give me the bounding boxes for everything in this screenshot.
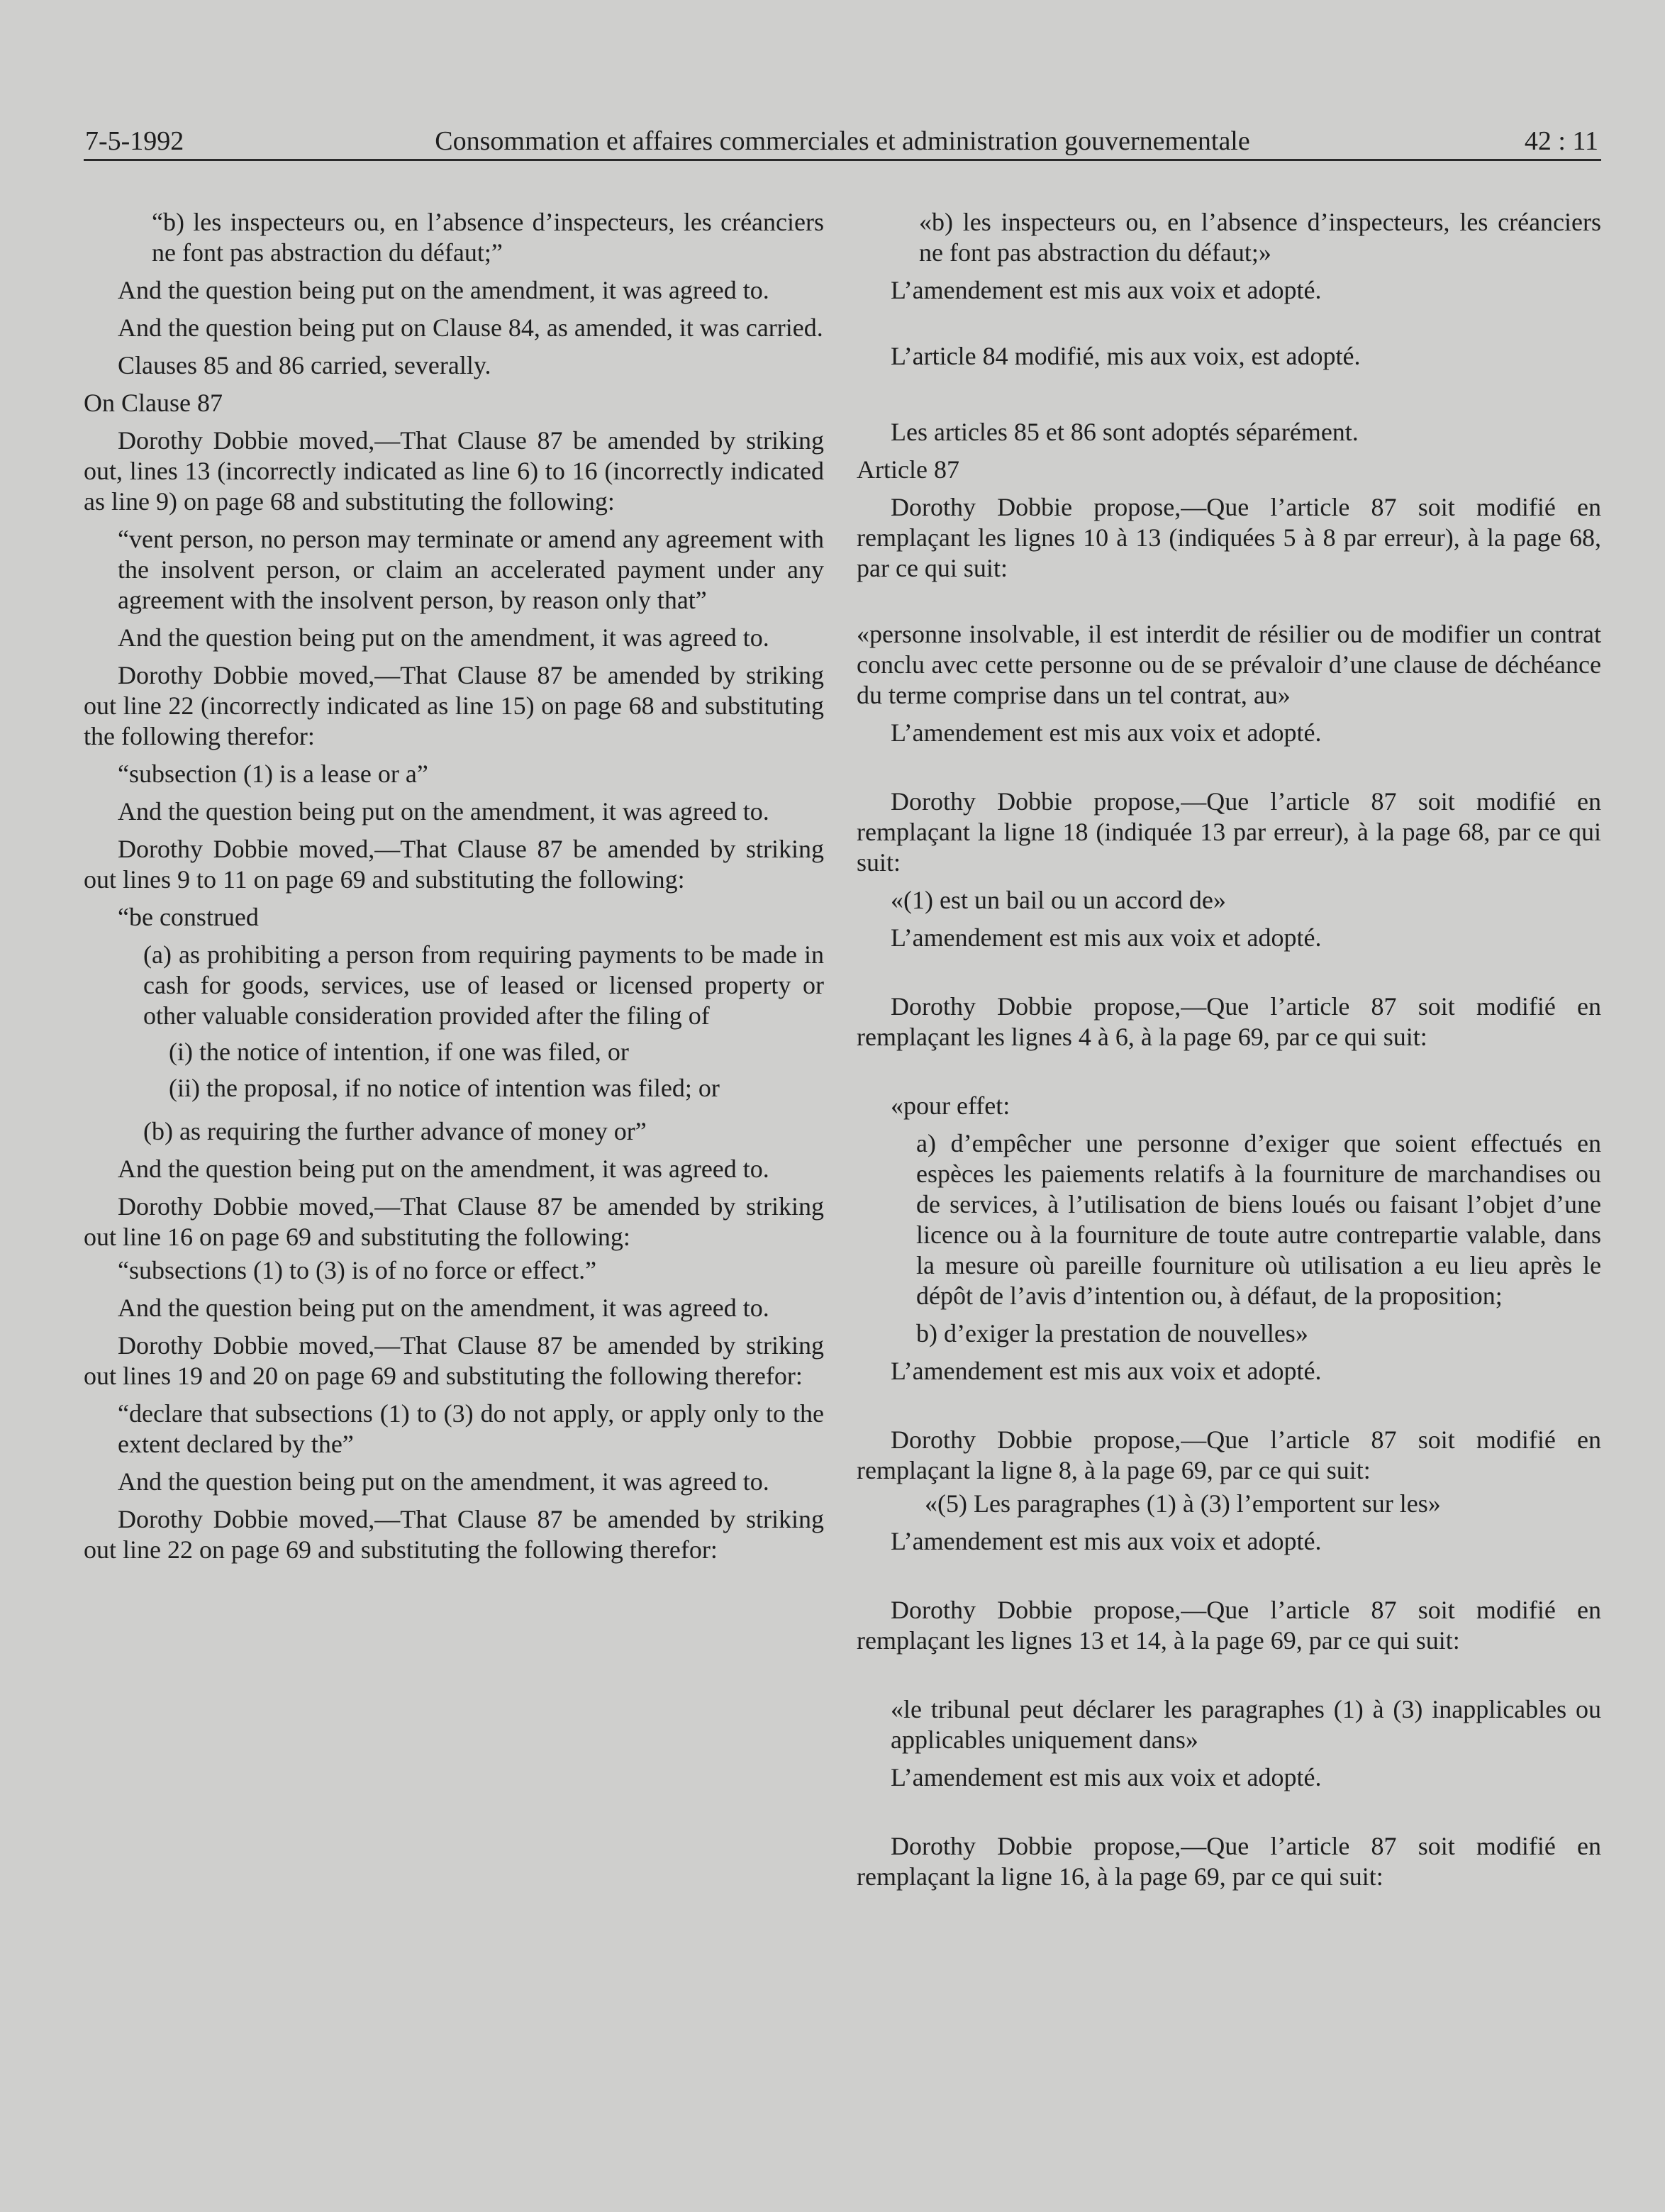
motion: Dorothy Dobbie moved,—That Clause 87 be amended by striking out, lines 13 (incorrectly indicated as line 6) to 16 (incorrectly indicated as line 9) on page 68 and substituting the following: xyxy=(84,426,824,516)
paragraph: And the question being put on the amendment, it was agreed to. xyxy=(118,1155,769,1183)
paragraph: And the question being put on Clause 84, as amended, it was carried. xyxy=(118,313,823,342)
quoted-item: b) d’exiger la prestation de nouvelles» xyxy=(916,1319,1308,1347)
motion: Dorothy Dobbie propose,—Que l’article 87 soit modifié en remplaçant les lignes 13 et 14, à la page 69, par ce qui suit: xyxy=(857,1596,1601,1655)
quoted-text: «(5) Les paragraphes (1) à (3) l’emportent sur les» xyxy=(925,1489,1441,1518)
french-column xyxy=(857,206,1601,1892)
clause-heading: On Clause 87 xyxy=(84,389,223,417)
paragraph: L’amendement est mis aux voix et adopté. xyxy=(891,276,1322,304)
paragraph: L’amendement est mis aux voix et adopté. xyxy=(891,1357,1322,1385)
paragraph: And the question being put on the amendment, it was agreed to. xyxy=(118,1467,769,1496)
paragraph: L’amendement est mis aux voix et adopté. xyxy=(891,1527,1322,1555)
paragraph: Clauses 85 and 86 carried, severally. xyxy=(118,351,491,379)
quoted-text: “declare that subsections (1) to (3) do not apply, or apply only to the extent declared by the” xyxy=(118,1399,824,1458)
quoted-item: (a) as prohibiting a person from requiring payments to be made in cash for goods, services, use of leased or licensed property or other valuable consideration provided after the filing of xyxy=(143,940,824,1030)
header-date: 7-5-1992 xyxy=(85,126,184,156)
running-header xyxy=(84,118,1601,161)
paragraph: L’amendement est mis aux voix et adopté. xyxy=(891,923,1322,952)
quoted-text: «pour effet: xyxy=(891,1091,1010,1120)
paragraph: Les articles 85 et 86 sont adoptés séparément. xyxy=(891,418,1359,446)
paragraph: L’amendement est mis aux voix et adopté. xyxy=(891,1763,1322,1791)
quoted-text: «(1) est un bail ou un accord de» xyxy=(891,886,1226,914)
motion: Dorothy Dobbie propose,—Que l’article 87 soit modifié en remplaçant les lignes 4 à 6, à la page 69, par ce qui suit: xyxy=(857,992,1601,1051)
header-page-number: 42 : 11 xyxy=(1524,126,1598,156)
motion: Dorothy Dobbie propose,—Que l’article 87 soit modifié en remplaçant les lignes 10 à 13 (indiquées 5 à 8 par erreur), à la page 68, par ce qui suit: xyxy=(857,493,1601,582)
motion: Dorothy Dobbie moved,—That Clause 87 be amended by striking out lines 9 to 11 on page 69 and substituting the following: xyxy=(84,835,824,894)
quoted-text: “vent person, no person may terminate or amend any agreement with the insolvent person, or claim an accelerated payment under any agreement with the insolvent person, by reason only that” xyxy=(118,525,824,614)
quoted-text: «b) les inspecteurs ou, en l’absence d’inspecteurs, les créanciers ne font pas abstraction du défaut;» xyxy=(919,208,1601,267)
header-title: Consommation et affaires commerciales et administration gouvernementale xyxy=(435,126,1250,156)
paragraph: And the question being put on the amendment, it was agreed to. xyxy=(118,797,769,826)
quoted-subitem: (ii) the proposal, if no notice of intention was filed; or xyxy=(169,1074,720,1102)
paragraph: And the question being put on the amendment, it was agreed to. xyxy=(118,623,769,652)
motion: Dorothy Dobbie propose,—Que l’article 87 soit modifié en remplaçant la ligne 18 (indiquée 13 par erreur), à la page 68, par ce qui suit: xyxy=(857,787,1601,877)
paragraph: L’article 84 modifié, mis aux voix, est adopté. xyxy=(891,342,1361,370)
quoted-subitem: (i) the notice of intention, if one was filed, or xyxy=(169,1038,629,1066)
quoted-text: “subsection (1) is a lease or a” xyxy=(118,760,428,788)
quoted-item: a) d’empêcher une personne d’exiger que soient effectués en espèces les paiements relatifs à la fourniture de marchandises ou de services, à l’utilisation de biens loués ou faisant l’objet d’une licence ou à la fourniture de toute autre contrepartie valable, dans la mesure où pareille fourniture où utilisation a eu lieu après le dépôt de l’avis d’intention ou, à défaut, de la proposition; xyxy=(916,1129,1601,1310)
quoted-item: (b) as requiring the further advance of money or” xyxy=(143,1117,647,1145)
english-column xyxy=(84,206,824,1565)
motion: Dorothy Dobbie propose,—Que l’article 87 soit modifié en remplaçant la ligne 16, à la page 69, par ce qui suit: xyxy=(857,1832,1601,1891)
paragraph: And the question being put on the amendment, it was agreed to. xyxy=(118,276,769,304)
clause-heading: Article 87 xyxy=(857,455,959,484)
paragraph: L’amendement est mis aux voix et adopté. xyxy=(891,718,1322,747)
motion: Dorothy Dobbie moved,—That Clause 87 be amended by striking out line 16 on page 69 and substituting the following: xyxy=(84,1192,824,1251)
quoted-text: «le tribunal peut déclarer les paragraphes (1) à (3) inapplicables ou applicables uniquement dans» xyxy=(891,1695,1601,1754)
quoted-text: “subsections (1) to (3) is of no force or effect.” xyxy=(118,1256,597,1284)
motion: Dorothy Dobbie propose,—Que l’article 87 soit modifié en remplaçant la ligne 8, à la page 69, par ce qui suit: xyxy=(857,1425,1601,1484)
quoted-text: “b) les inspecteurs ou, en l’absence d’inspecteurs, les créanciers ne font pas abstraction du défaut;” xyxy=(152,208,824,267)
motion: Dorothy Dobbie moved,—That Clause 87 be amended by striking out lines 19 and 20 on page 69 and substituting the following therefor: xyxy=(84,1331,824,1390)
quoted-text: “be construed xyxy=(118,903,259,931)
motion: Dorothy Dobbie moved,—That Clause 87 be amended by striking out line 22 on page 69 and substituting the following therefor: xyxy=(84,1505,824,1564)
paragraph: And the question being put on the amendment, it was agreed to. xyxy=(118,1294,769,1322)
quoted-text: «personne insolvable, il est interdit de résilier ou de modifier un contrat conclu avec cette personne ou de se prévaloir d’une clause de déchéance du terme comprise dans un tel contrat, au» xyxy=(857,620,1601,709)
motion: Dorothy Dobbie moved,—That Clause 87 be amended by striking out line 22 (incorrectly indicated as line 15) on page 68 and substituting the following therefor: xyxy=(84,661,824,750)
